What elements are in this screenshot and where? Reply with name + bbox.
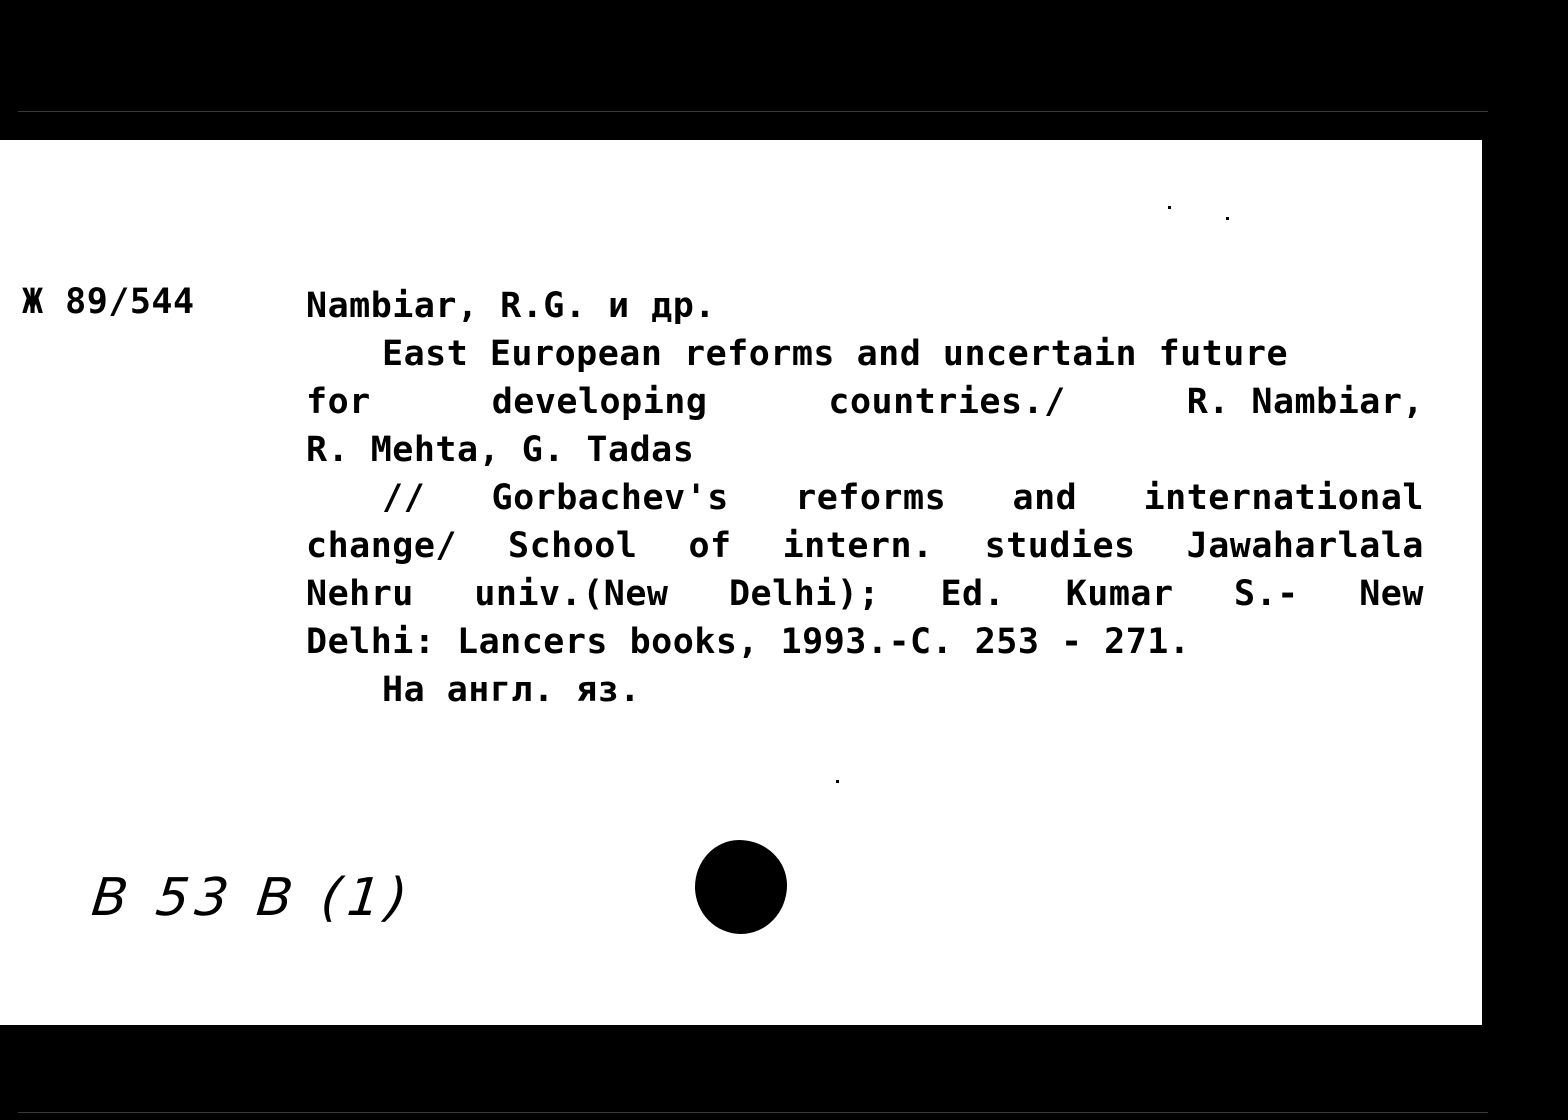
word: Delhi); xyxy=(728,574,880,614)
word: // xyxy=(382,478,426,518)
word: and xyxy=(1012,478,1078,518)
word: of xyxy=(688,526,732,566)
source-line xyxy=(306,522,1424,570)
word: School xyxy=(508,526,638,566)
dust-speck xyxy=(1226,217,1229,220)
word: studies xyxy=(984,526,1136,566)
word: Gorbachev's xyxy=(491,478,729,518)
dust-speck xyxy=(836,780,839,783)
scan-edge-line xyxy=(18,111,1488,112)
bibliographic-entry xyxy=(306,282,1424,714)
catalog-card xyxy=(0,140,1482,1025)
word: S.- xyxy=(1234,574,1299,614)
source-line xyxy=(306,570,1424,618)
source-line xyxy=(306,474,1424,522)
title-line: East European reforms and uncertain future xyxy=(382,334,1289,374)
title-line xyxy=(306,378,1424,426)
word: for xyxy=(306,382,371,422)
call-number: Ж 89/544 xyxy=(22,282,195,322)
language-note: На англ. яз. xyxy=(382,670,641,710)
word: reforms xyxy=(795,478,947,518)
word: Nehru xyxy=(306,574,414,614)
source-line: Delhi: Lancers books, 1993.-C. 253 - 271. xyxy=(306,622,1191,662)
word: countries./ xyxy=(828,382,1066,422)
scan-edge-line xyxy=(18,1112,1488,1113)
title-line: R. Mehta, G. Tadas xyxy=(306,430,695,470)
dust-speck xyxy=(1168,206,1171,209)
word: Jawaharlala xyxy=(1186,526,1424,566)
word: Ed. xyxy=(940,574,1006,614)
word: international xyxy=(1143,478,1424,518)
word: R. Nambiar, xyxy=(1186,382,1424,422)
word: univ.(New xyxy=(474,574,669,614)
punch-hole xyxy=(695,840,787,934)
word: intern. xyxy=(782,526,934,566)
word: developing xyxy=(491,382,708,422)
word: Kumar xyxy=(1065,574,1174,614)
word: change/ xyxy=(306,526,458,566)
word: New xyxy=(1359,574,1424,614)
handwritten-shelf-mark: B 53 B (1) xyxy=(88,868,416,928)
author-line: Nambiar, R.G. и др. xyxy=(306,286,716,326)
